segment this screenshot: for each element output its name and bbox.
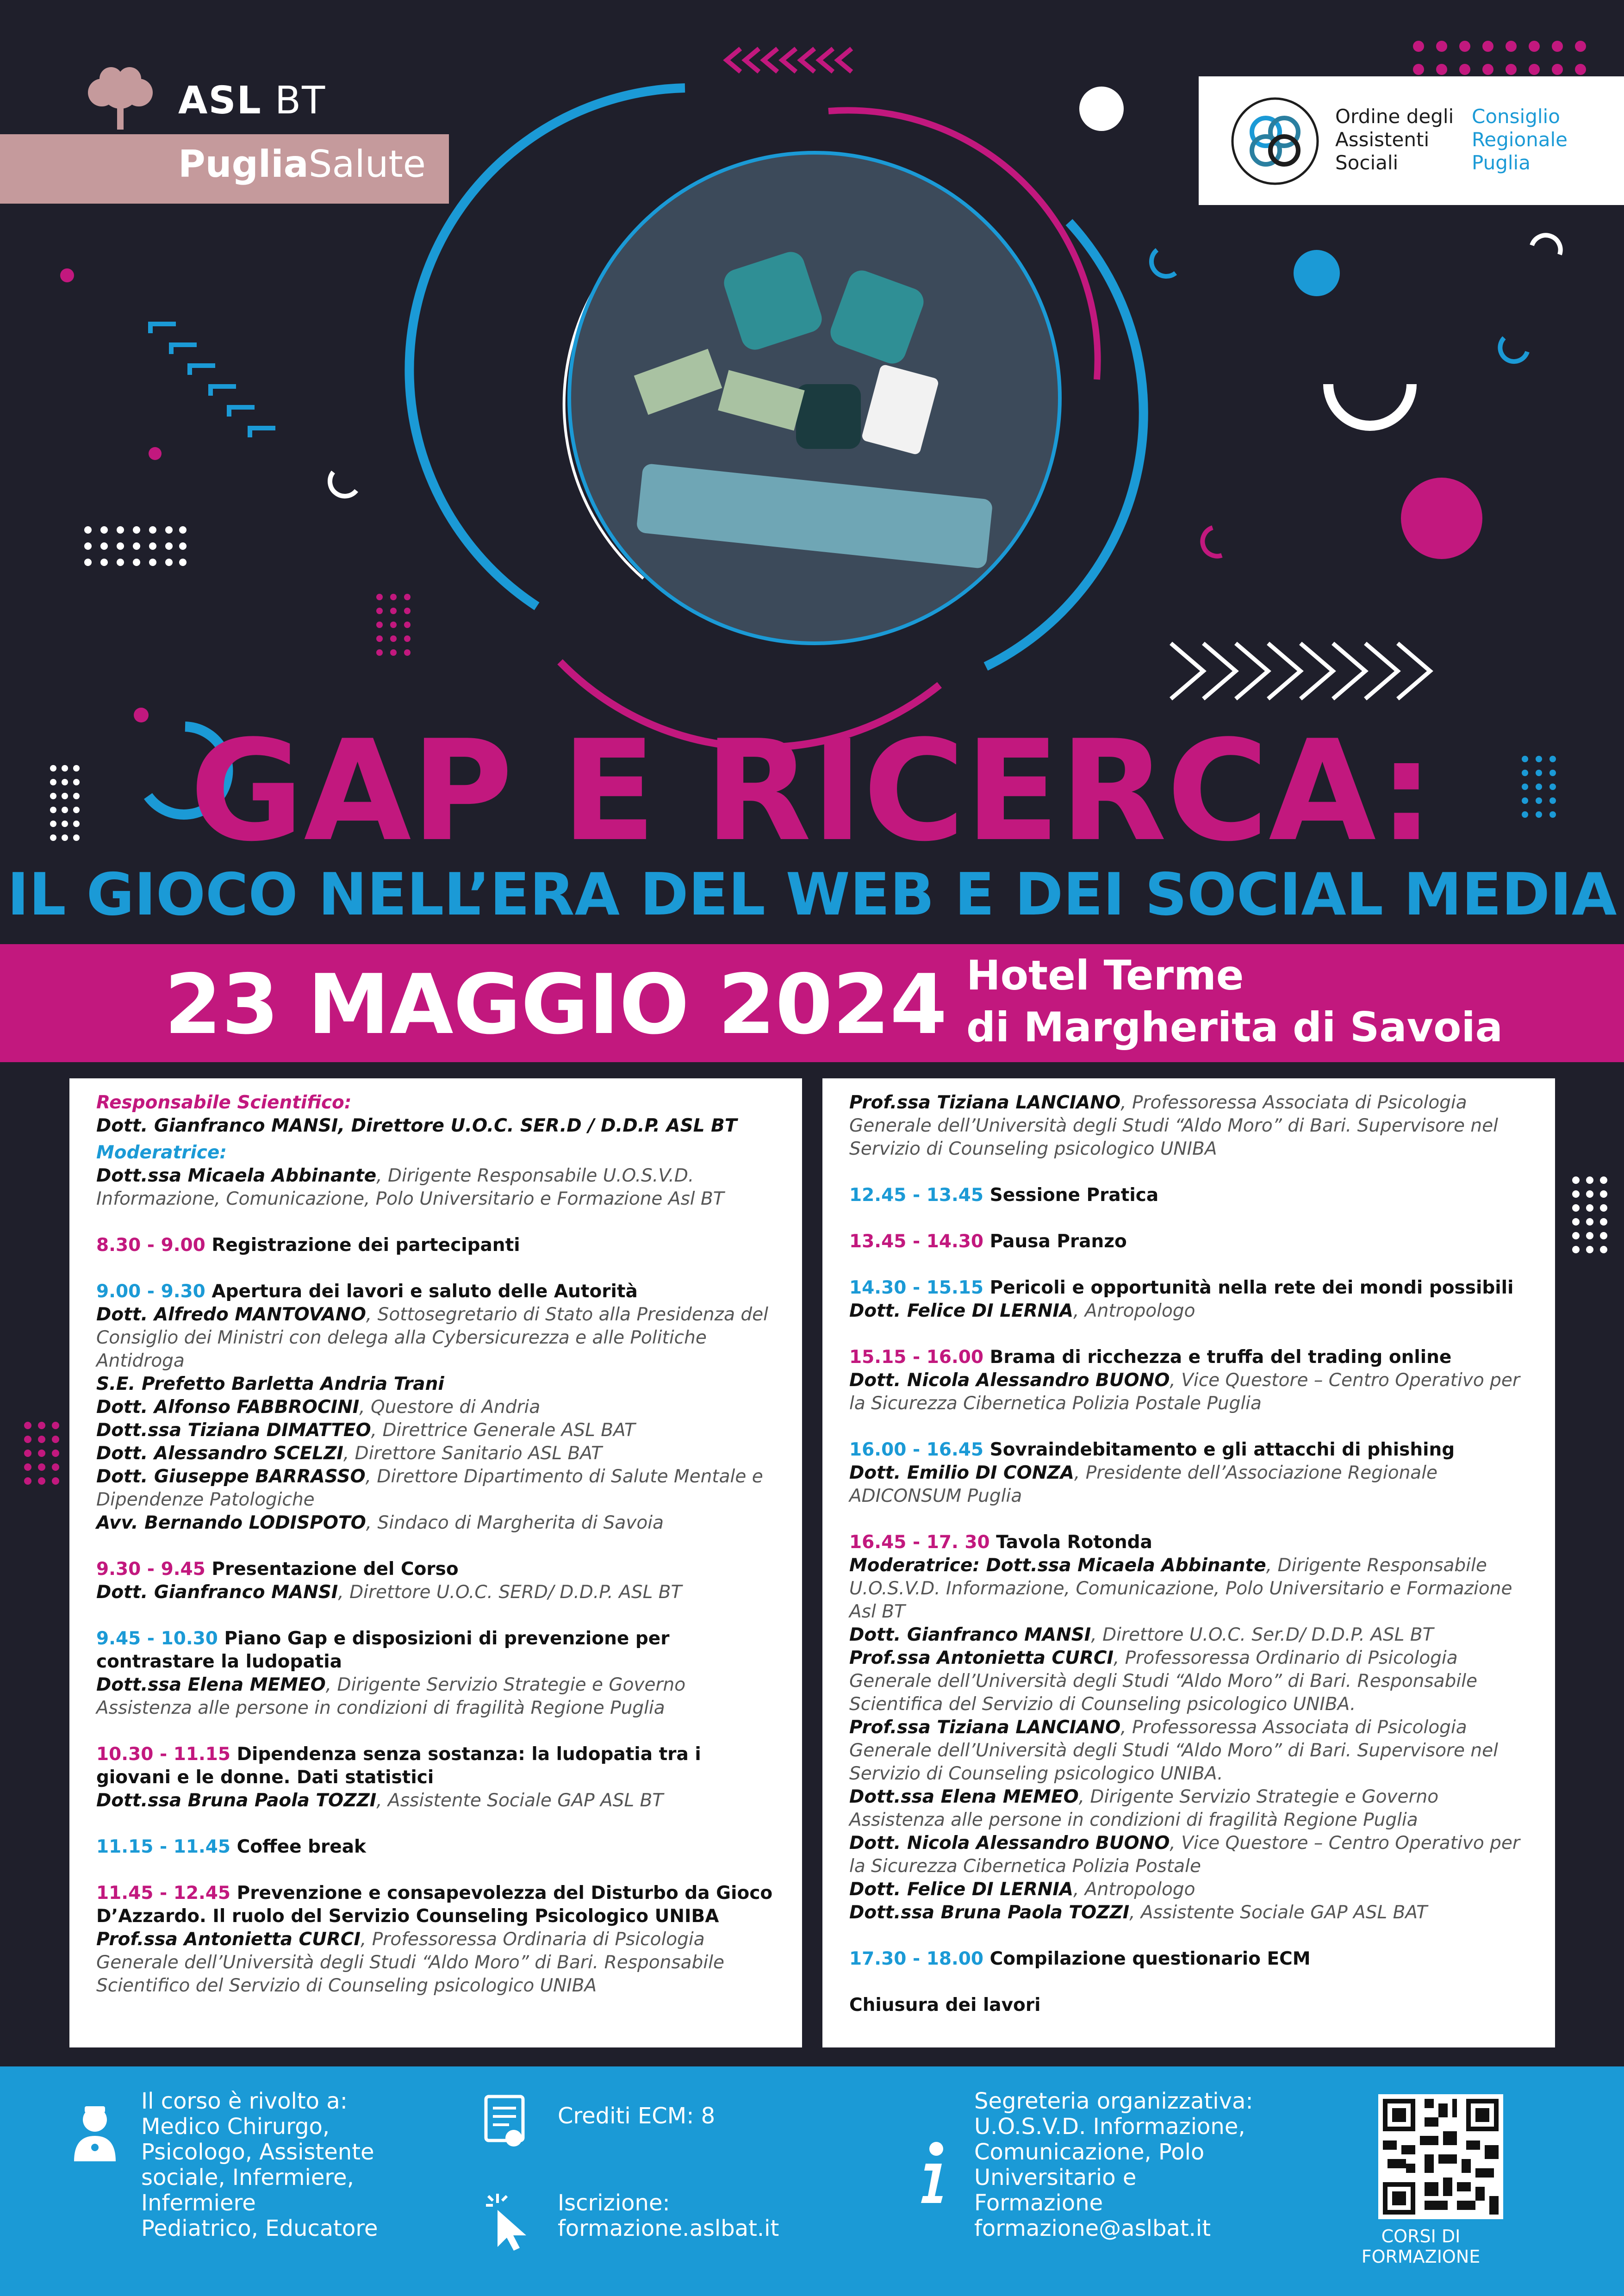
session-item: 14.30 - 15.15 Pericoli e opportunità nella rete dei mondi possibili Dott. Felice DI LERNIA, Antropologo (849, 1277, 1514, 1321)
footer (0, 2066, 1624, 2296)
session-item: 13.45 - 14.30 Pausa Pranzo (849, 1231, 1127, 1252)
target-audience: Il corso è rivolto a: Medico Chirurgo, Psicologo, Assistente sociale, Infermiere, Infermiere Pediatrico, Educatore (141, 2088, 378, 2241)
asl-logo (0, 65, 449, 204)
page-title: GAP E RICERCA: (190, 710, 1434, 872)
qr-label: CORSI DI FORMAZIONE (1361, 2226, 1481, 2267)
session-item: 11.45 - 12.45 Prevenzione e consapevolezza del Disturbo da Gioco D’Azzardo. Il ruolo del Servizio Counseling Psicologico UNIBA Prof.ssa Antonietta CURCI, Professoressa Ordinaria di Psicologia Generale dell’Università degli Studi “Aldo Moro” di Bari. Responsabile Scientifico del Servizio di Counseling psicologico UNIBA (96, 1883, 773, 1996)
session-item: 16.00 - 16.45 Sovraindebitamento e gli attacchi di phishing Dott. Emilio DI CONZA, Presidente dell’Associazione Regionale ADICONSUM Puglia (849, 1439, 1455, 1506)
date-band (0, 944, 1624, 1062)
ecm-credits: Crediti ECM: 8 (558, 2103, 716, 2129)
session-item: 15.15 - 16.00 Brama di ricchezza e truffa del trading online Dott. Nicola Alessandro BUONO, Vice Questore – Centro Operativo per la Sicurezza Cibernetica Polizia Postale Puglia (849, 1347, 1520, 1414)
scientific-lead: Responsabile Scientifico: Dott. Gianfranco MANSI, Direttore U.O.C. SER.D / D.D.P. ASL BT (96, 1092, 737, 1136)
cursor-click-icon (484, 2191, 535, 2252)
moderator: Moderatrice: Dott.ssa Micaela Abbinante, Dirigente Responsabile U.O.S.V.D. Informazione, Comunicazione, Polo Universitario e Formazione Asl BT (96, 1142, 724, 1209)
program-column-right (822, 1078, 1555, 2047)
puglia-salute-label: PugliaSalute (178, 143, 426, 186)
event-venue: Hotel Terme di Margherita di Savoia (966, 952, 1503, 1051)
certificate-icon (481, 2094, 528, 2152)
session-item: 8.30 - 9.00 Registrazione dei partecipanti (96, 1235, 520, 1256)
closing-item: Chiusura dei lavori (849, 1995, 1041, 2016)
session-item: 9.45 - 10.30 Piano Gap e disposizioni di prevenzione per contrastare la ludopatia Dott.ssa Elena MEMEO, Dirigente Servizio Strategie e Governo Assistenza alle persone in condizioni di fragilità Regione Puglia (96, 1628, 686, 1718)
knot-logo-icon (1229, 95, 1321, 187)
info-icon (914, 2140, 951, 2205)
session-item: 11.15 - 11.45 Coffee break (96, 1836, 366, 1857)
tree-logo-icon (74, 65, 167, 134)
page-subtitle: IL GIOCO NELL’ERA DEL WEB E DEI SOCIAL MEDIA (7, 860, 1617, 928)
organizing-secretariat: Segreteria organizzativa: U.O.S.V.D. Informazione, Comunicazione, Polo Universitario e Formazione formazione@aslbat.it (974, 2088, 1253, 2241)
asl-name: ASL BT (178, 79, 326, 123)
session-item: 9.30 - 9.45 Presentazione del Corso Dott. Gianfranco MANSI, Direttore U.O.C. SERD/ D.D.P. ASL BT (96, 1559, 682, 1603)
session-continuation: Prof.ssa Tiziana LANCIANO, Professoressa Associata di Psicologia Generale dell’Università degli Studi “Aldo Moro” di Bari. Supervisore nel Servizio di Counseling psicologico UNIBA (849, 1092, 1498, 1159)
ordine-name: Ordine degli Assistenti Sociali (1335, 105, 1454, 174)
event-date: 23 MAGGIO 2024 (164, 957, 947, 1052)
session-item: 16.45 - 17. 30 Tavola Rotonda Moderatrice: Dott.ssa Micaela Abbinante, Dirigente Responsabile U.O.S.V.D. Informazione, Comunicazione, Polo Universitario e Formazione Asl BT Dott. Gianfranco MANSI, Direttore U.O.C. Ser.D/ D.D.P. ASL BT Prof.ssa Antonietta CURCI, Professoressa Ordinario di Psicologia Generale dell’Università degli Studi “Aldo Moro” di Bari. Responsabile Scientifica del Servizio di Counseling psicologico UNIBA. Prof.ssa Tiziana LANCIANO, Professoressa Associata di Psicologia Generale dell’Università degli Studi “Aldo Moro” di Bari. Supervisore nel Servizio di Counseling psicologico UNIBA. Dott.ssa Elena MEMEO, Dirigente Servizio Strategie e Governo Assistenza alle persone in condizioni di fragilità Regione Puglia Dott. Nicola Alessandro BUONO, Vice Questore – Centro Operativo per la Sicurezza Cibernetica Polizia Postale Dott. Felice DI LERNIA, Antropologo Dott.ssa Bruna Paola TOZZI, Assistente Sociale GAP ASL BAT (849, 1532, 1520, 1923)
registration-info: Iscrizione: formazione.aslbat.it (558, 2190, 779, 2241)
session-item: 9.00 - 9.30 Apertura dei lavori e saluto delle Autorità Dott. Alfredo MANTOVANO, Sottosegretario di Stato alla Presidenza del Consiglio dei Ministri con delega alla Cybersicurezza e alle Politiche Antidroga S.E. Prefetto Barletta Andria Trani Dott. Alfonso FABBROCINI, Questore di Andria Dott.ssa Tiziana DIMATTEO, Direttrice Generale ASL BAT Dott. Alessandro SCELZI, Direttore Sanitario ASL BAT Dott. Giuseppe BARRASSO, Direttore Dipartimento di Salute Mentale e Dipendenze Patologiche Avv. Bernando LODISPOTO, Sindaco di Margherita di Savoia (96, 1281, 768, 1533)
session-item: 17.30 - 18.00 Compilazione questionario ECM (849, 1948, 1311, 1969)
qr-code-icon[interactable] (1378, 2094, 1503, 2219)
program-column-left (69, 1078, 802, 2047)
doctor-icon (69, 2103, 120, 2164)
session-item: 10.30 - 11.15 Dipendenza senza sostanza: la ludopatia tra i giovani e le donne. Dati statistici Dott.ssa Bruna Paola TOZZI, Assistente Sociale GAP ASL BT (96, 1744, 701, 1811)
session-item: 12.45 - 13.45 Sessione Pratica (849, 1185, 1159, 1206)
ordine-logo (1199, 76, 1624, 205)
consiglio-name: Consiglio Regionale Puglia (1472, 105, 1568, 174)
